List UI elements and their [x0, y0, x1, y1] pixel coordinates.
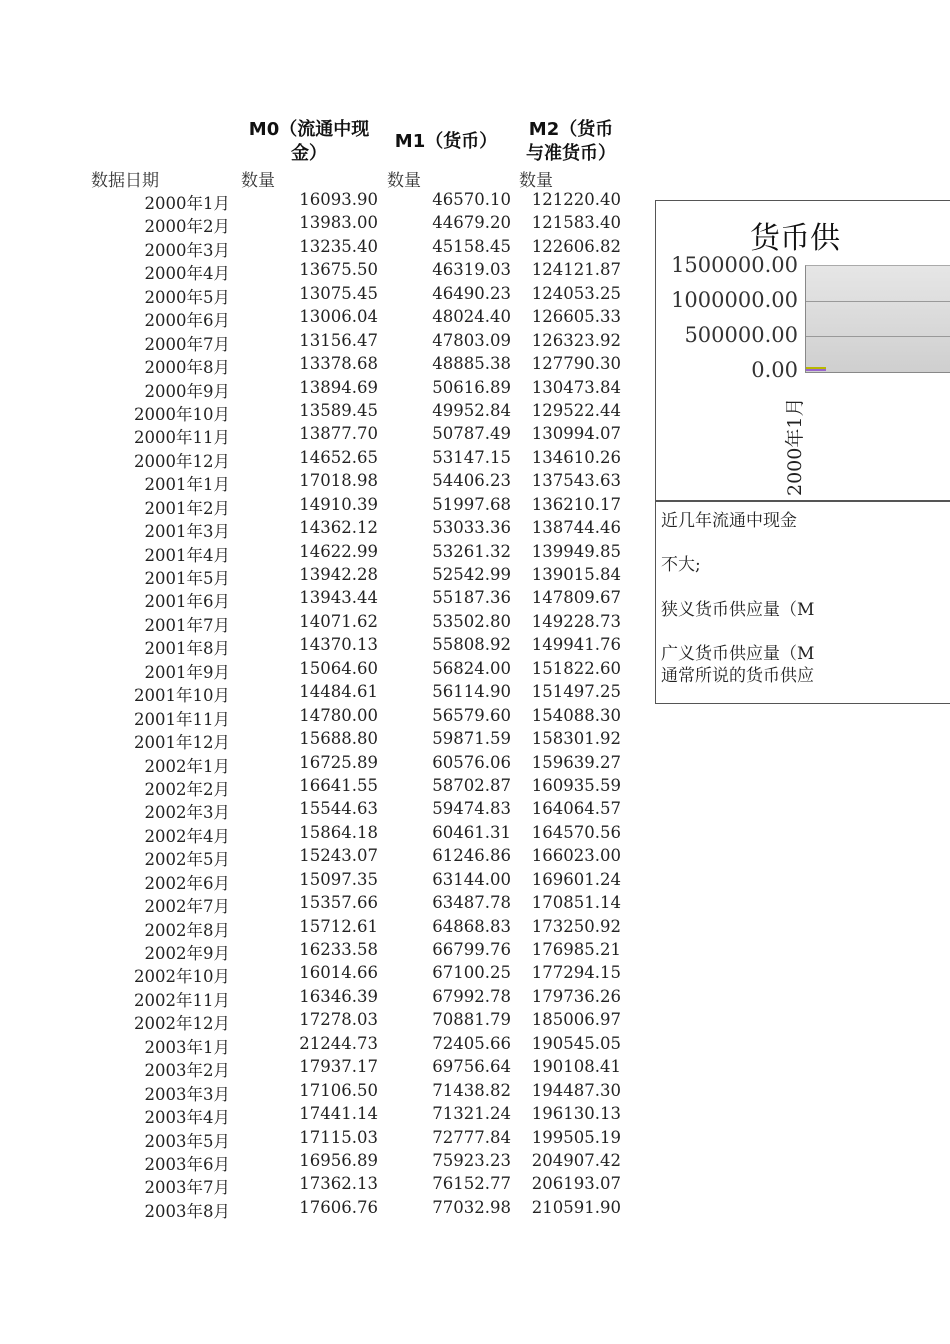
cell-date: 2002年10月 [134, 967, 230, 987]
table-row [0, 469, 640, 495]
cell-date: 2001年5月 [144, 569, 230, 588]
cell-m0: 15688.80 [299, 729, 378, 749]
cell-date: 2002年5月 [144, 850, 230, 870]
gridline [806, 301, 950, 302]
table-row [0, 258, 640, 284]
cell-m2: 147809.67 [531, 588, 621, 608]
cell-m1: 55808.92 [432, 635, 511, 655]
table-row [0, 352, 640, 378]
table-row [0, 891, 640, 917]
cell-m1: 69756.64 [432, 1057, 511, 1077]
cell-m0: 14910.39 [299, 494, 378, 514]
cell-m2: 176985.21 [531, 940, 621, 959]
cell-m0: 13156.47 [299, 330, 378, 350]
cell-m1: 55187.36 [432, 588, 511, 608]
table-row [0, 680, 640, 706]
cell-m1: 53502.80 [432, 611, 511, 631]
cell-m0: 14622.99 [299, 541, 378, 561]
cell-m2: 127790.30 [531, 354, 621, 374]
table-row [0, 704, 640, 727]
cell-date: 2002年1月 [144, 756, 230, 776]
cell-m2: 164064.57 [531, 799, 621, 819]
cell-m0: 13075.45 [299, 283, 378, 303]
table-row [0, 751, 640, 774]
table-row [0, 399, 640, 422]
cell-m2: 159639.27 [531, 752, 621, 772]
cell-date: 2003年6月 [144, 1154, 230, 1174]
cell-m2: 206193.07 [531, 1174, 621, 1194]
cell-date: 2000年12月 [134, 451, 230, 471]
cell-date: 2000年1月 [144, 194, 230, 213]
table-row [0, 493, 640, 516]
cell-m2: 122606.82 [531, 236, 621, 256]
cell-date: 2000年4月 [144, 264, 230, 284]
table-row [0, 282, 640, 305]
table-row [0, 1172, 640, 1198]
header-m0-qty: 数量 [241, 171, 275, 191]
cell-date: 2001年3月 [144, 522, 230, 542]
table-row [0, 844, 640, 870]
cell-m2: 185006.97 [531, 1010, 621, 1030]
cell-m0: 13589.45 [299, 400, 378, 420]
cell-date: 2001年9月 [144, 662, 230, 682]
cell-m2: 210591.90 [531, 1197, 621, 1217]
cell-m1: 54406.23 [432, 471, 511, 491]
table-row [0, 1032, 640, 1055]
cell-m2: 158301.92 [531, 729, 621, 749]
cell-m0: 17106.50 [299, 1080, 378, 1100]
cell-m1: 46319.03 [432, 260, 511, 280]
cell-m1: 47803.09 [432, 330, 511, 350]
cell-m1: 48885.38 [432, 354, 511, 374]
header-m2-line2: 与准货币） [526, 143, 616, 164]
table-row [0, 305, 640, 331]
cell-m0: 21244.73 [299, 1033, 378, 1053]
cell-m1: 66799.76 [432, 940, 511, 959]
cell-m0: 17018.98 [299, 471, 378, 491]
plot-area [805, 265, 950, 373]
cell-m0: 13378.68 [299, 354, 378, 374]
cell-m1: 63487.78 [432, 893, 511, 913]
cell-m0: 16725.89 [299, 752, 378, 772]
cell-m0: 17441.14 [299, 1104, 378, 1124]
table-row [0, 868, 640, 891]
note-line: 狭义货币供应量（M [661, 600, 815, 620]
cell-m2: 136210.17 [531, 494, 621, 514]
table-row [0, 376, 640, 399]
cell-m1: 51997.68 [432, 494, 511, 514]
header-m2 [515, 118, 627, 166]
cell-m0: 15064.60 [299, 658, 378, 678]
cell-m0: 15712.61 [299, 916, 378, 936]
cell-date: 2000年10月 [134, 404, 230, 424]
cell-m2: 204907.42 [531, 1150, 621, 1170]
cell-m0: 14362.12 [299, 518, 378, 538]
cell-m1: 53033.36 [432, 518, 511, 538]
cell-m2: 160935.59 [531, 775, 621, 795]
cell-date: 2002年12月 [134, 1014, 230, 1034]
cell-m1: 56824.00 [432, 658, 511, 678]
cell-m1: 56579.60 [432, 705, 511, 725]
cell-m1: 70881.79 [432, 1010, 511, 1030]
cell-date: 2001年4月 [144, 545, 230, 565]
note-line: 通常所说的货币供应 [661, 666, 814, 686]
cell-m1: 64868.83 [432, 916, 511, 936]
cell-m1: 76152.77 [432, 1174, 511, 1194]
cell-date: 2002年9月 [144, 944, 230, 963]
table-row [0, 1008, 640, 1034]
cell-m2: 194487.30 [531, 1080, 621, 1100]
cell-m0: 14652.65 [299, 447, 378, 467]
header-date: 数据日期 [91, 171, 159, 191]
table-row [0, 211, 640, 237]
header-m2-qty: 数量 [519, 171, 553, 191]
cell-m2: 149228.73 [531, 611, 621, 631]
table-row [0, 1102, 640, 1128]
table-row [0, 633, 640, 659]
y-tick-label: 1000000.00 [671, 288, 798, 312]
cell-m0: 13943.44 [299, 588, 378, 608]
y-tick-label: 0.00 [751, 358, 798, 382]
cell-date: 2000年3月 [144, 240, 230, 260]
cell-m2: 129522.44 [531, 400, 621, 420]
table-row [0, 1126, 640, 1149]
cell-date: 2001年11月 [134, 709, 230, 729]
cell-m2: 134610.26 [531, 447, 621, 467]
table-row [0, 1055, 640, 1081]
cell-m2: 124053.25 [531, 283, 621, 303]
cell-m1: 45158.45 [432, 236, 511, 256]
cell-m1: 71438.82 [432, 1080, 511, 1100]
cell-m0: 13894.69 [299, 377, 378, 397]
cell-m1: 44679.20 [432, 213, 511, 233]
cell-date: 2002年8月 [144, 920, 230, 940]
cell-date: 2003年2月 [144, 1061, 230, 1081]
cell-m2: 190108.41 [531, 1057, 621, 1077]
cell-m0: 15357.66 [299, 893, 378, 913]
cell-m0: 15544.63 [299, 799, 378, 819]
cell-m0: 14780.00 [299, 705, 378, 725]
cell-date: 2001年2月 [144, 498, 230, 518]
cell-m2: 164570.56 [531, 822, 621, 842]
cell-m0: 13006.04 [299, 307, 378, 327]
cell-date: 2000年9月 [144, 381, 230, 401]
table-row [0, 915, 640, 938]
cell-m0: 16093.90 [299, 190, 378, 209]
table-row [0, 774, 640, 797]
header-m1-qty: 数量 [387, 171, 421, 191]
y-tick-label: 1500000.00 [671, 253, 798, 277]
cell-date: 2002年11月 [134, 990, 230, 1010]
series-m1-line [806, 369, 826, 371]
cell-m1: 59474.83 [432, 799, 511, 819]
cell-m0: 14071.62 [299, 611, 378, 631]
cell-m2: 173250.92 [531, 916, 621, 936]
cell-m0: 14484.61 [299, 682, 378, 702]
cell-m0: 16641.55 [299, 775, 378, 795]
cell-m2: 126323.92 [531, 330, 621, 350]
cell-m0: 16956.89 [299, 1150, 378, 1170]
cell-date: 2000年2月 [144, 217, 230, 237]
cell-m1: 67100.25 [432, 963, 511, 983]
cell-m2: 169601.24 [531, 869, 621, 889]
note-line: 广义货币供应量（M [661, 644, 815, 664]
cell-date: 2000年6月 [144, 311, 230, 331]
header-m0-line2: 金） [291, 143, 327, 164]
cell-date: 2002年6月 [144, 873, 230, 893]
cell-date: 2003年8月 [144, 1201, 230, 1221]
cell-m0: 16346.39 [299, 986, 378, 1006]
cell-m0: 17278.03 [299, 1010, 378, 1030]
table-row [0, 727, 640, 753]
cell-m2: 138744.46 [531, 518, 621, 538]
cell-date: 2001年6月 [144, 592, 230, 612]
cell-m1: 75923.23 [432, 1150, 511, 1170]
header-m0-line1: M0（流通中现 [248, 119, 370, 140]
x-tick-label: 2000年1月 [784, 397, 806, 496]
cell-date: 2000年5月 [144, 287, 230, 307]
cell-date: 2003年3月 [144, 1084, 230, 1104]
cell-m2: 130994.07 [531, 424, 621, 444]
cell-m2: 124121.87 [531, 260, 621, 280]
cell-m1: 46490.23 [432, 283, 511, 303]
cell-date: 2000年8月 [144, 358, 230, 378]
table-row [0, 188, 640, 211]
table-row [0, 540, 640, 563]
table-row [0, 329, 640, 352]
cell-m1: 63144.00 [432, 869, 511, 889]
note-line: 不大; [661, 555, 701, 575]
table-row [0, 586, 640, 612]
cell-m0: 15864.18 [299, 822, 378, 842]
cell-m0: 14370.13 [299, 635, 378, 655]
cell-m1: 48024.40 [432, 307, 511, 327]
gridline [806, 336, 950, 337]
cell-date: 2001年7月 [144, 615, 230, 635]
cell-m0: 13877.70 [299, 424, 378, 444]
cell-m2: 166023.00 [531, 846, 621, 866]
table-row [0, 985, 640, 1008]
cell-m2: 151497.25 [531, 682, 621, 702]
cell-m2: 121583.40 [531, 213, 621, 233]
cell-m2: 154088.30 [531, 705, 621, 725]
table-row [0, 821, 640, 844]
cell-m2: 170851.14 [531, 893, 621, 913]
table-row [0, 1079, 640, 1102]
cell-m0: 13983.00 [299, 213, 378, 233]
cell-m2: 126605.33 [531, 307, 621, 327]
cell-m1: 53147.15 [432, 447, 511, 467]
cell-m0: 16014.66 [299, 963, 378, 983]
cell-m2: 130473.84 [531, 377, 621, 397]
money-supply-chart [655, 200, 950, 502]
cell-m0: 15243.07 [299, 846, 378, 866]
cell-date: 2002年4月 [144, 826, 230, 846]
cell-m1: 72405.66 [432, 1033, 511, 1053]
cell-m1: 50787.49 [432, 424, 511, 444]
notes-box [655, 500, 950, 704]
note-line: 近几年流通中现金 [661, 511, 797, 531]
header-m2-line1: M2（货币 [528, 119, 614, 140]
cell-m2: 139949.85 [531, 541, 621, 561]
table-row [0, 446, 640, 469]
table-row [0, 657, 640, 680]
cell-m2: 151822.60 [531, 658, 621, 678]
cell-m1: 53261.32 [432, 541, 511, 561]
cell-m2: 179736.26 [531, 986, 621, 1006]
table-row [0, 610, 640, 633]
table-row [0, 1149, 640, 1172]
cell-date: 2001年12月 [134, 733, 230, 753]
table-row [0, 516, 640, 542]
cell-m1: 52542.99 [432, 565, 511, 584]
cell-date: 2003年7月 [144, 1178, 230, 1198]
table-row [0, 1196, 640, 1219]
cell-m2: 199505.19 [531, 1127, 621, 1147]
cell-m0: 13675.50 [299, 260, 378, 280]
cell-date: 2003年1月 [144, 1037, 230, 1057]
cell-m0: 17115.03 [299, 1127, 378, 1147]
cell-date: 2002年3月 [144, 803, 230, 823]
cell-m2: 149941.76 [531, 635, 621, 655]
cell-m2: 139015.84 [531, 565, 621, 584]
cell-date: 2003年5月 [144, 1131, 230, 1151]
table-row [0, 563, 640, 586]
table-row [0, 422, 640, 448]
cell-m1: 61246.86 [432, 846, 511, 866]
cell-date: 2001年8月 [144, 639, 230, 659]
cell-m1: 72777.84 [432, 1127, 511, 1147]
cell-m0: 13942.28 [299, 565, 378, 584]
cell-m0: 17362.13 [299, 1174, 378, 1194]
cell-m1: 77032.98 [432, 1197, 511, 1217]
y-tick-label: 500000.00 [684, 323, 798, 347]
cell-m2: 190545.05 [531, 1033, 621, 1053]
cell-m0: 13235.40 [299, 236, 378, 256]
cell-m2: 177294.15 [531, 963, 621, 983]
table-row [0, 797, 640, 823]
cell-m1: 59871.59 [432, 729, 511, 749]
cell-date: 2000年11月 [134, 428, 230, 448]
cell-m0: 17606.76 [299, 1197, 378, 1217]
cell-m1: 60461.31 [432, 822, 511, 842]
cell-date: 2001年1月 [144, 475, 230, 495]
cell-date: 2002年7月 [144, 897, 230, 917]
table-row [0, 938, 640, 961]
cell-m0: 15097.35 [299, 869, 378, 889]
cell-m1: 56114.90 [432, 682, 511, 702]
cell-m1: 50616.89 [432, 377, 511, 397]
cell-m1: 46570.10 [432, 190, 511, 209]
cell-date: 2000年7月 [144, 334, 230, 354]
cell-date: 2002年2月 [144, 779, 230, 799]
cell-m1: 58702.87 [432, 775, 511, 795]
cell-m1: 71321.24 [432, 1104, 511, 1124]
cell-m1: 67992.78 [432, 986, 511, 1006]
header-m1: M1（货币） [394, 131, 498, 152]
cell-m0: 17937.17 [299, 1057, 378, 1077]
cell-m2: 121220.40 [531, 190, 621, 209]
cell-date: 2001年10月 [134, 686, 230, 706]
cell-m1: 60576.06 [432, 752, 511, 772]
cell-m0: 16233.58 [299, 940, 378, 959]
data-table [0, 188, 640, 1219]
cell-date: 2003年4月 [144, 1108, 230, 1128]
cell-m2: 137543.63 [531, 471, 621, 491]
cell-m1: 49952.84 [432, 400, 511, 420]
table-row [0, 235, 640, 258]
cell-m2: 196130.13 [531, 1104, 621, 1124]
chart-title: 货币供 [750, 221, 840, 256]
header-m0 [243, 118, 375, 166]
table-row [0, 961, 640, 987]
